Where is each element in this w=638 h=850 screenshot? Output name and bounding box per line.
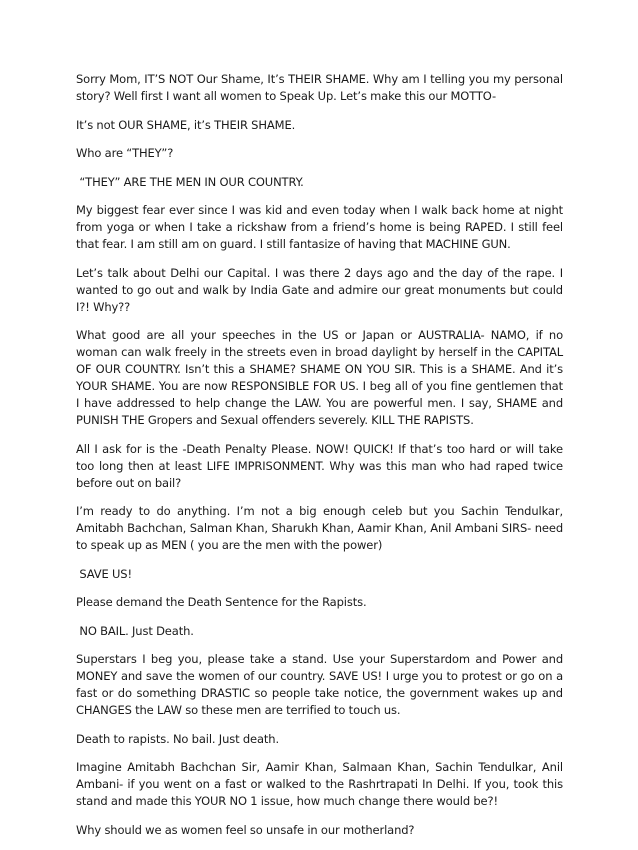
document-page — [76, 71, 563, 850]
paragraph: Sorry Mom, IT’S NOT Our Shame, It’s THEIR SHAME. Why am I telling you my personal story? Well first I want all women to Speak Up. Let’s make this our MOTTO- — [76, 72, 563, 103]
paragraph: Death to rapists. No bail. Just death. — [76, 731, 279, 746]
paragraph: Please demand the Death Sentence for the Rapists. — [76, 595, 367, 609]
paragraph: It’s not OUR SHAME, it’s THEIR SHAME. — [76, 117, 296, 132]
paragraph: My biggest fear ever since I was kid and even today when I walk back home at night from yoga or when I take a rickshaw from a friend’s home is being RAPED. I still feel that fear. I am still am on guard. I still fantasize of having that MACHINE GUN. — [76, 203, 563, 251]
paragraph: SAVE US! — [76, 566, 132, 581]
paragraph: Imagine Amitabh Bachchan Sir, Aamir Khan, Salmaan Khan, Sachin Tendulkar, Anil Ambani- if you went on a fast or walked to the Rashrtrapati In Delhi. If you, took this stand and made this YOUR NO 1 issue, how much change there would be?! — [76, 760, 563, 808]
paragraph: NO BAIL. Just Death. — [76, 623, 194, 638]
paragraph: Let’s talk about Delhi our Capital. I was there 2 days ago and the day of the rape. I wanted to go out and walk by India Gate and admire our great monuments but could I?! Why?? — [76, 265, 563, 314]
paragraph: “THEY” ARE THE MEN IN OUR COUNTRY. — [76, 174, 304, 189]
paragraph: Superstars I beg you, please take a stand. Use your Superstardom and Power and MONEY and save the women of our country. SAVE US! I urge you to protest or go on a fast or do something DRASTIC so people take notice, the government wakes up and CHANGES the LAW so these men are terrified to touch us. — [76, 652, 563, 717]
paragraph: Who are “THEY”? — [76, 146, 174, 160]
paragraph: All I ask for is the -Death Penalty Please. NOW! QUICK! If that’s too hard or will take too long then at least LIFE IMPRISONMENT. Why was this man who had raped twice before out on bail? — [76, 441, 563, 490]
paragraph: Why should we as women feel so unsafe in our motherland? — [76, 822, 415, 837]
paragraph: What good are all your speeches in the US or Japan or AUSTRALIA- NAMO, if no woman can walk freely in the streets even in broad daylight by herself in the CAPITAL OF OUR COUNTRY. Isn’t this a SHAME? SHAME ON YOU SIR. This is a SHAME. And it’s YOUR SHAME. You are now RESPONSIBLE FOR US. I beg all of you fine gentlemen that I have addressed to help change the LAW. You are powerful men. I say, SHAME and PUNISH THE Gropers and Sexual offenders severely. KILL THE RAPISTS. — [76, 328, 563, 427]
paragraph: I’m ready to do anything. I’m not a big enough celeb but you Sachin Tendulkar, Amitabh Bachchan, Salman Khan, Sharukh Khan, Aamir Khan, Anil Ambani SIRS- need to speak up as MEN ( you are the men with the power) — [76, 504, 563, 552]
